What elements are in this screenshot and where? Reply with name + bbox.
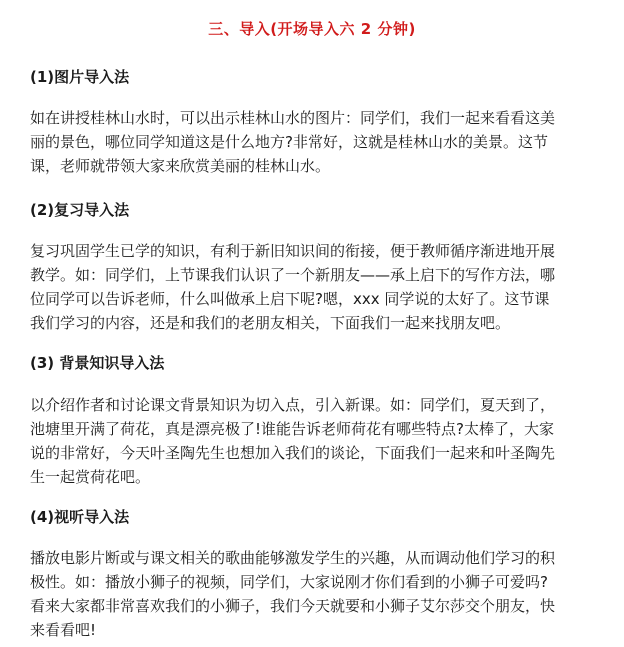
paragraph-line: 复习巩固学生已学的知识，有利于新旧知识间的衔接，便于教师循序渐进地开展 (30, 242, 556, 260)
paragraph-line: 我们学习的内容，还是和我们的老朋友相关，下面我们一起来找朋友吧。 (30, 314, 511, 332)
section-heading-review: (2)复习导入法 (30, 201, 130, 219)
paragraph-line: 以介绍作者和讨论课文背景知识为切入点，引入新课。如：同学们，夏天到了， (30, 396, 556, 414)
paragraph-line: 看来大家都非常喜欢我们的小狮子，我们今天就要和小狮子艾尔莎交个朋友，快 (30, 597, 556, 615)
section-heading-audiovisual: (4)视听导入法 (30, 508, 130, 526)
paragraph-line: 播放电影片断或与课文相关的歌曲能够激发学生的兴趣，从而调动他们学习的积 (30, 549, 556, 567)
paragraph-line: 丽的景色，哪位同学知道这是什么地方?非常好，这就是桂林山水的美景。这节 (30, 133, 548, 151)
paragraph-line: 生一起赏荷花吧。 (30, 468, 151, 486)
section-heading-background: (3) 背景知识导入法 (30, 354, 165, 372)
section-paragraph-background (30, 393, 596, 489)
paragraph-line: 课，老师就带领大家来欣赏美丽的桂林山水。 (30, 157, 331, 175)
paragraph-line: 极性。如：播放小狮子的视频，同学们，大家说刚才你们看到的小狮子可爱吗? (30, 573, 548, 591)
paragraph-line: 来看看吧! (30, 621, 97, 639)
section-paragraph-review (30, 239, 596, 335)
paragraph-line: 如在讲授桂林山水时，可以出示桂林山水的图片：同学们，我们一起来看看这美 (30, 109, 556, 127)
paragraph-line: 教学。如：同学们，上节课我们认识了一个新朋友——承上启下的写作方法，哪 (30, 266, 556, 284)
section-paragraph-audiovisual (30, 546, 596, 642)
section-heading-picture: (1)图片导入法 (30, 68, 130, 86)
paragraph-line: 位同学可以告诉老师，什么叫做承上启下呢?嗯，xxx 同学说的太好了。这节课 (30, 290, 550, 308)
section-paragraph-picture (30, 106, 596, 178)
paragraph-line: 池塘里开满了荷花，真是漂亮极了!谁能告诉老师荷花有哪些特点?太棒了，大家 (30, 420, 554, 438)
page-title: 三、导入(开场导入六 2 分钟) (208, 20, 416, 38)
paragraph-line: 说的非常好，今天叶圣陶先生也想加入我们的谈论，下面我们一起来和叶圣陶先 (30, 444, 556, 462)
